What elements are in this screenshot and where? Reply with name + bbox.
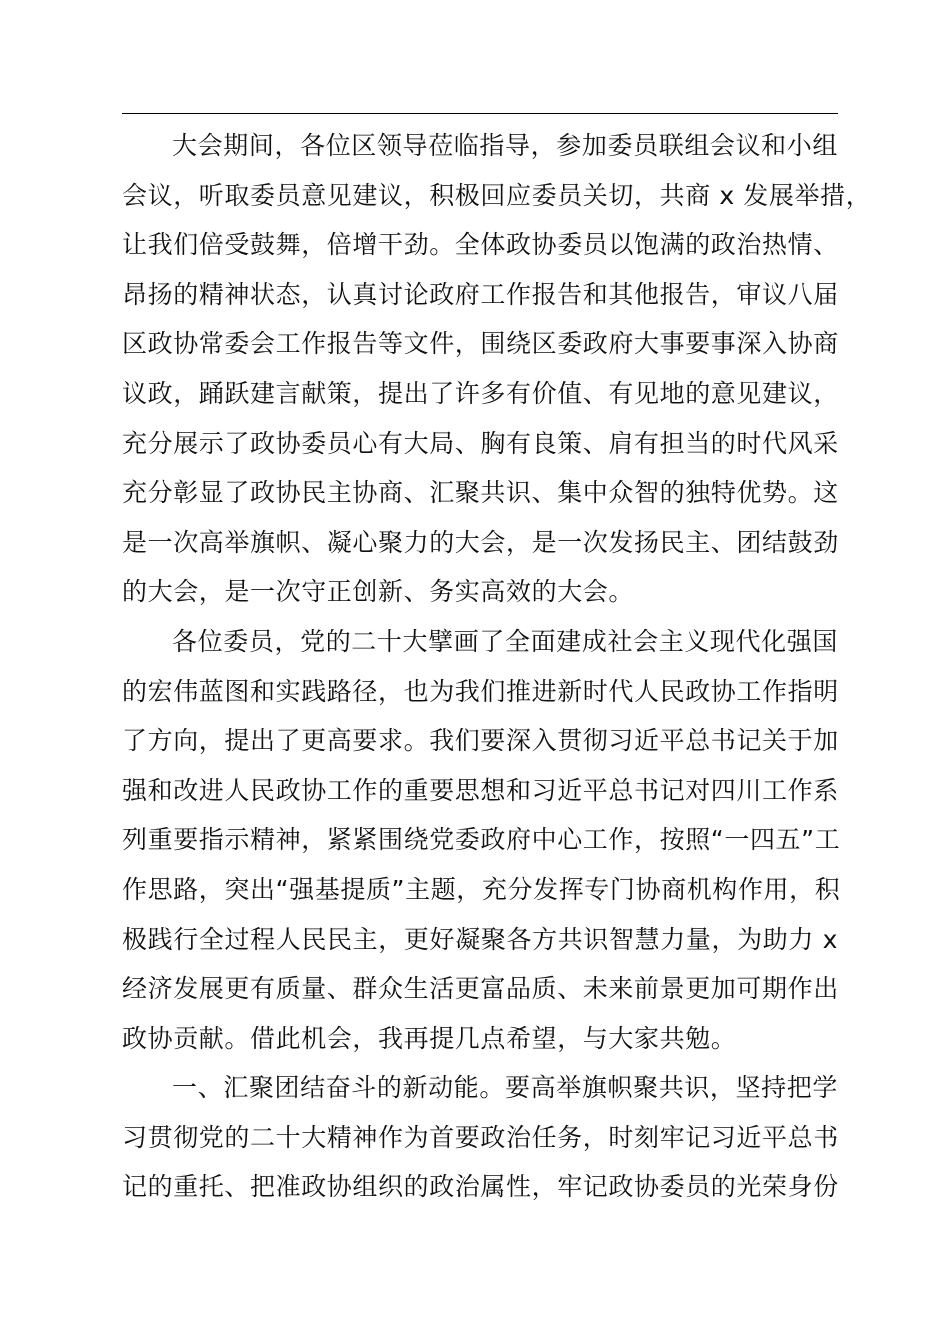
paragraph-1-line: 充分展示了政协委员心有大局、胸有良策、肩有担当的时代风采	[122, 428, 839, 458]
paragraph-3-line: 一、汇聚团结奋斗的新动能。要高举旗帜聚共识，坚持把学	[172, 1073, 838, 1103]
paragraph-2-line: 极践行全过程人民民主，更好凝聚各方共识智慧力量，为助力 x	[122, 924, 838, 954]
paragraph-1-line: 议政，踊跃建言献策，提出了许多有价值、有见地的意见建议，	[122, 378, 839, 408]
paragraph-1-line: 是一次高举旗帜、凝心聚力的大会，是一次发扬民主、团结鼓劲	[122, 527, 839, 557]
paragraph-2-line: 列重要指示精神，紧紧围绕党委政府中心工作，按照“一四五”工	[122, 825, 841, 855]
body-text	[122, 121, 872, 1212]
paragraph-1-line: 会议，听取委员意见建议，积极回应委员关切，共商 x 发展举措，	[122, 180, 872, 210]
paragraph-1-line: 昂扬的精神状态，认真讨论政府工作报告和其他报告，审议八届	[122, 279, 839, 309]
paragraph-2-line: 各位委员，党的二十大擘画了全面建成社会主义现代化强国	[172, 626, 838, 656]
paragraph-2-line: 作思路，突出“强基提质”主题，充分发挥专门协商机构作用，积	[122, 874, 841, 904]
paragraph-2-line: 了方向，提出了更高要求。我们要深入贯彻习近平总书记关于加	[122, 726, 839, 756]
paragraph-2-line: 政协贡献。借此机会，我再提几点希望，与大家共勉。	[122, 1023, 737, 1053]
paragraph-1-line: 的大会，是一次守正创新、务实高效的大会。	[122, 577, 635, 607]
paragraph-1-line: 让我们倍受鼓舞，倍增干劲。全体政协委员以饱满的政治热情、	[122, 230, 839, 260]
paragraph-3-line: 记的重托、把准政协组织的政治属性，牢记政协委员的光荣身份	[122, 1172, 839, 1202]
paragraph-3-line: 习贯彻党的二十大精神作为首要政治任务，时刻牢记习近平总书	[122, 1122, 839, 1152]
paragraph-2-line: 强和改进人民政协工作的重要思想和习近平总书记对四川工作系	[122, 775, 839, 805]
paragraph-2-line: 的宏伟蓝图和实践路径，也为我们推进新时代人民政协工作指明	[122, 676, 839, 706]
paragraph-1-line: 充分彰显了政协民主协商、汇聚共识、集中众智的独特优势。这	[122, 478, 839, 508]
paragraph-2-line: 经济发展更有质量、群众生活更富品质、未来前景更加可期作出	[122, 974, 839, 1004]
header-rule	[122, 113, 838, 114]
paragraph-1-line: 区政协常委会工作报告等文件，围绕区委政府大事要事深入协商	[122, 329, 839, 359]
paragraph-1-line: 大会期间，各位区领导莅临指导，参加委员联组会议和小组	[172, 131, 838, 160]
